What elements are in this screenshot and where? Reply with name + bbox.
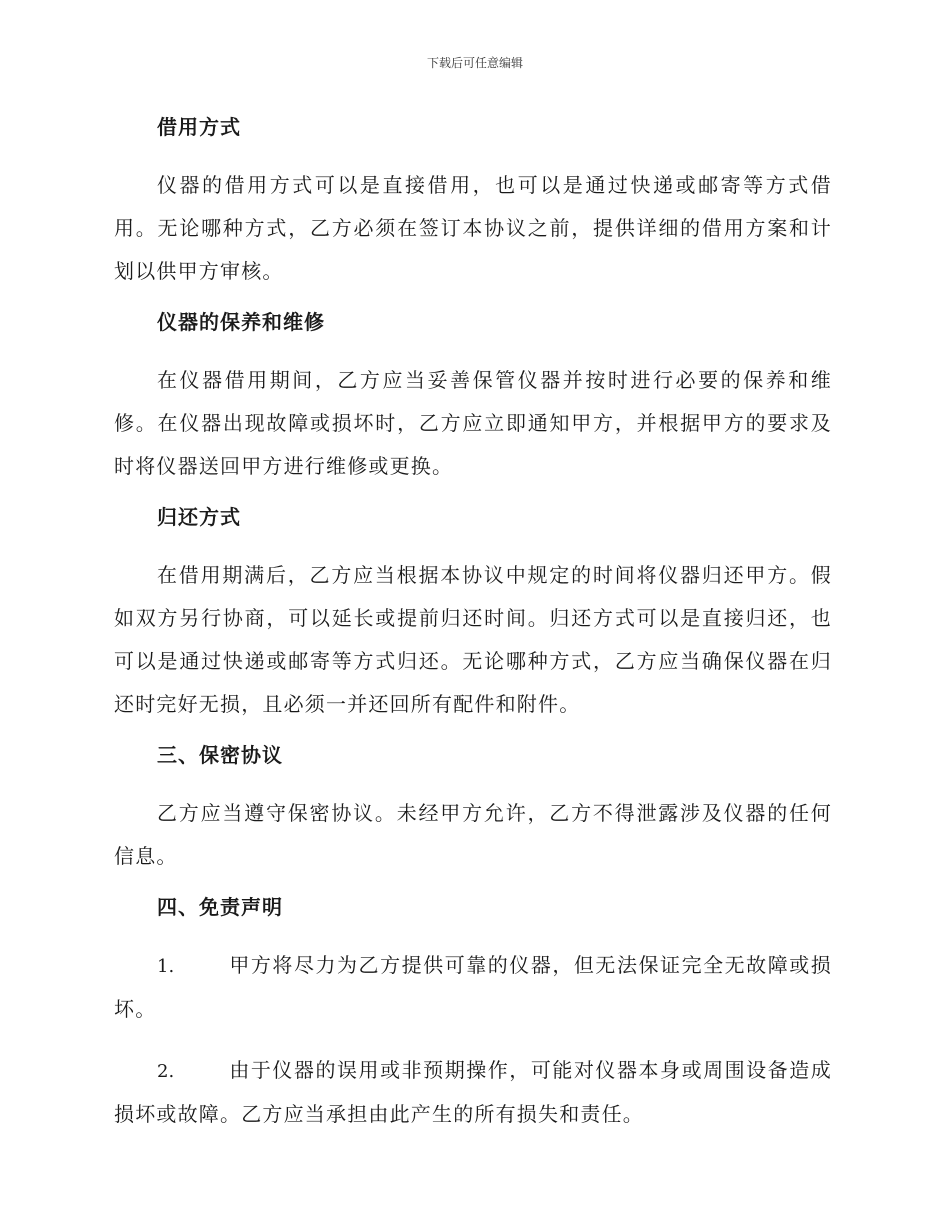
- section-heading-maintenance: 仪器的保养和维修: [157, 310, 325, 334]
- list-item-text: 由于仪器的误用或非预期操作，可能对仪器本身或周围设备造成损坏或故障。乙方应当承担由此产生的所有损失和责任。: [114, 1058, 832, 1126]
- paragraph-confidentiality: 乙方应当遵守保密协议。未经甲方允许，乙方不得泄露涉及仪器的任何信息。: [114, 801, 832, 868]
- paragraph-borrow-method: 仪器的借用方式可以是直接借用，也可以是通过快递或邮寄等方式借用。无论哪种方式，乙方必须在签订本协议之前，提供详细的借用方案和计划以供甲方审核。: [114, 173, 832, 283]
- section-heading-return-method: 归还方式: [157, 505, 241, 529]
- list-item: [114, 1049, 832, 1136]
- paragraph-return-method: 在借用期满后，乙方应当根据本协议中规定的时间将仪器归还甲方。假如双方另行协商，可以延长或提前归还时间。归还方式可以是直接归还，也可以是通过快递或邮寄等方式归还。无论哪种方式，乙方应当确保仪器在归还时完好无损，且必须一并还回所有配件和附件。: [114, 563, 832, 716]
- section-heading-borrow-method: 借用方式: [157, 115, 241, 139]
- list-item-number: 1.: [157, 956, 175, 977]
- document-body: [114, 112, 832, 1154]
- list-item: [114, 944, 832, 1031]
- list-item-number: 2.: [157, 1061, 175, 1082]
- section-heading-confidentiality: 三、保密协议: [157, 743, 283, 767]
- paragraph-maintenance: 在仪器借用期间，乙方应当妥善保管仪器并按时进行必要的保养和维修。在仪器出现故障或损坏时，乙方应立即通知甲方，并根据甲方的要求及时将仪器送回甲方进行维修或更换。: [114, 368, 832, 478]
- list-item-text: 甲方将尽力为乙方提供可靠的仪器，但无法保证完全无故障或损坏。: [114, 953, 832, 1021]
- section-heading-disclaimer: 四、免责声明: [157, 895, 283, 919]
- page-header: 下载后可任意编辑: [426, 56, 523, 70]
